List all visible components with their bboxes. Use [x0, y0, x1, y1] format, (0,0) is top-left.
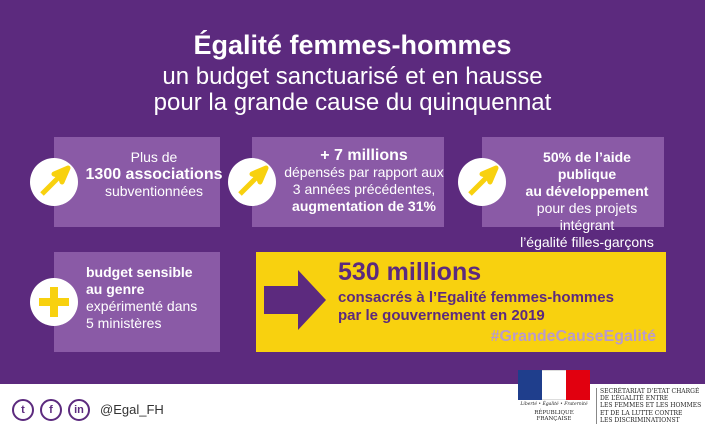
flag-red	[566, 370, 590, 400]
highlight-box	[256, 252, 666, 352]
card1-line2: 1300 associations	[85, 166, 223, 183]
card-associations-text	[84, 149, 224, 200]
devise: Liberté • Égalité • Fraternité	[520, 402, 588, 407]
card2-line2: dépensés par rapport aux	[284, 164, 444, 180]
ministry-line4: ET DE LA LUTTE CONTRE	[600, 409, 683, 417]
ministry-line1: SECRÉTARIAT D’ETAT CHARGÉ	[600, 388, 700, 395]
page-title: Égalité femmes-hommes	[193, 30, 512, 60]
hashtag: #GrandeCauseEgalité	[490, 328, 656, 345]
card2-line3: 3 années précédentes,	[292, 181, 436, 197]
card4-line3: expérimenté dans	[86, 298, 198, 314]
highlight-line-1: consacrés à l’Egalité femmes-hommes	[338, 289, 614, 306]
highlight-line-2: par le gouvernement en 2019	[338, 307, 545, 324]
subtitle-line-2: pour la grande cause du quinquennat	[153, 89, 552, 116]
card3-line1: 50% de l’aide publique	[543, 149, 631, 182]
flag-blue	[518, 370, 542, 400]
up-arrow-icon	[30, 158, 78, 206]
page-subtitle	[0, 64, 705, 116]
card3-line4: l’égalité filles-garçons	[520, 234, 654, 250]
card-budget-genre	[54, 252, 220, 352]
card2-line1: + 7 millions	[320, 147, 408, 164]
ministry-line3: LES FEMMES ET LES HOMMES	[600, 402, 702, 410]
card1-line1: Plus de	[130, 149, 178, 165]
card3-line3: pour des projets intégrant	[536, 200, 638, 233]
republique-francaise: RÉPUBLIQUE FRANÇAISE	[534, 410, 574, 422]
ministry-line5: LES DISCRIMINATIONST	[600, 416, 680, 424]
up-arrow-icon	[228, 158, 276, 206]
twitter-handle[interactable]: @Egal_FH	[100, 402, 164, 417]
card-millions	[252, 137, 444, 227]
card4-line2: au genre	[86, 281, 145, 297]
highlight-amount: 530 millions	[338, 258, 482, 286]
card-budget-genre-text	[86, 264, 216, 332]
marianne-logo	[518, 370, 590, 422]
card4-line4: 5 ministères	[86, 315, 162, 331]
twitter-icon[interactable]: t	[12, 399, 34, 421]
linkedin-icon[interactable]: in	[68, 399, 90, 421]
right-arrow-icon	[264, 268, 326, 332]
card3-line2: au développement	[525, 183, 649, 199]
flag-white	[542, 370, 566, 400]
plus-icon	[30, 278, 78, 326]
card2-line4: augmentation de 31%	[292, 198, 436, 214]
card-aide-publique	[482, 137, 664, 250]
card1-line3: subventionnées	[104, 183, 204, 199]
card-associations	[54, 137, 223, 227]
up-arrow-icon	[458, 158, 506, 206]
card-aide-publique-text	[512, 149, 662, 251]
card-millions-text	[284, 147, 444, 215]
card4-line1: budget sensible	[86, 264, 193, 280]
subtitle-line-1: un budget sanctuarisé et en hausse	[162, 63, 543, 90]
ministry-line2: DE L’ÉGALITÉ ENTRE	[600, 395, 669, 403]
facebook-icon[interactable]: f	[40, 399, 62, 421]
ministry-name	[596, 388, 704, 424]
